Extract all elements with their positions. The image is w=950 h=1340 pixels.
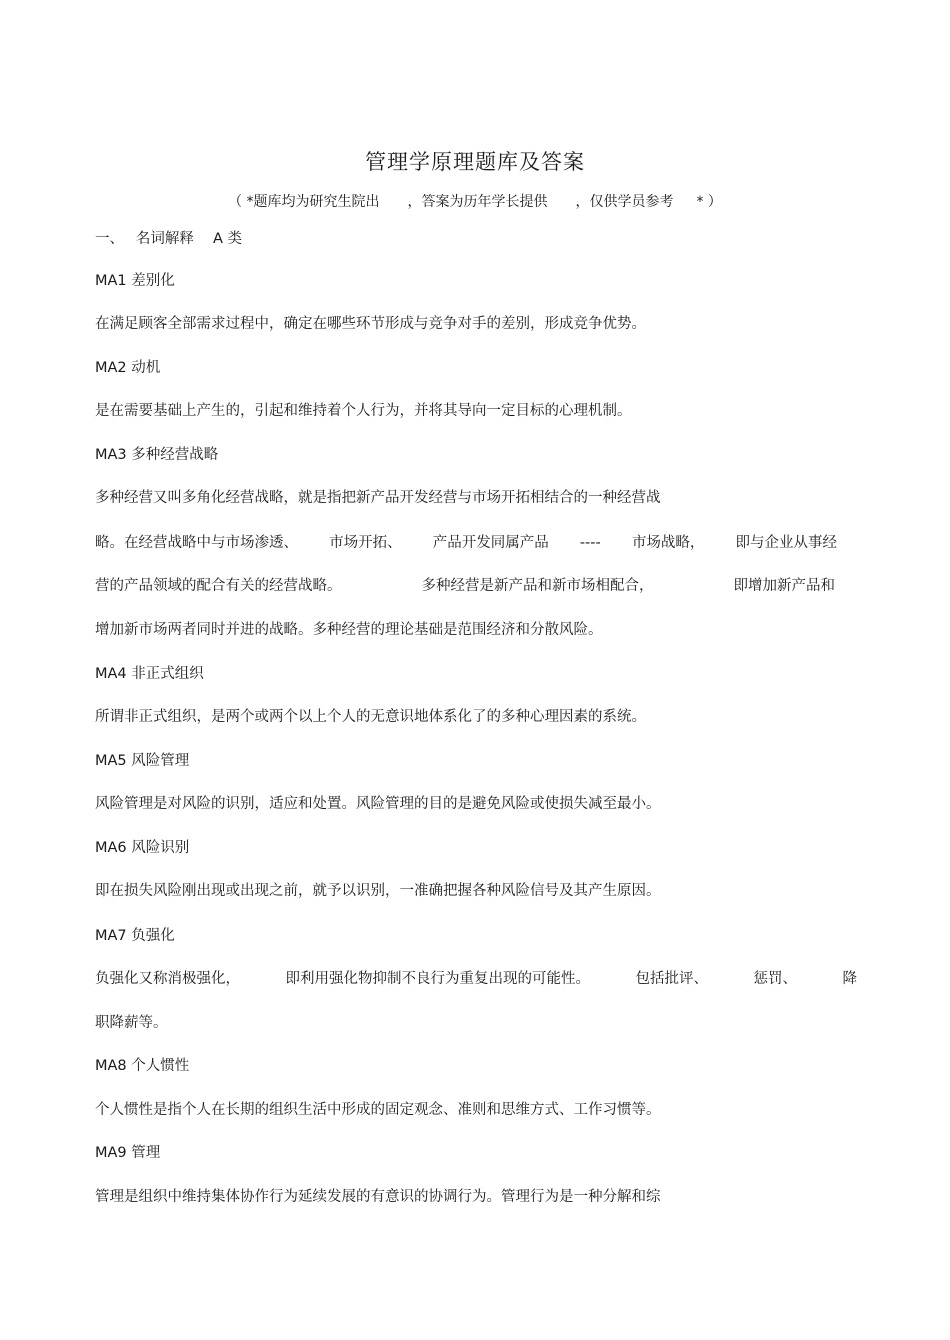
entry-term: MA6 风险识别 xyxy=(95,840,190,856)
entry-text-line: 多种经营又叫多角化经营战略，就是指把新产品开发经营与市场开拓相结合的一种经营战 xyxy=(95,490,661,506)
entry-text-line xyxy=(95,533,837,553)
section-heading: 一、 名词解释 A 类 xyxy=(95,231,242,247)
text-segment: 略。在经营战略中与市场渗透、 xyxy=(95,535,298,551)
entry-text-line: 风险管理是对风险的识别，适应和处置。风险管理的目的是避免风险或使损失减至最小。 xyxy=(95,796,661,812)
text-segment: ---- xyxy=(579,535,601,551)
text-segment: 即增加新产品和 xyxy=(733,578,835,594)
entry-term: MA8 个人惯性 xyxy=(95,1058,190,1074)
entry-text-line: 职降薪等。 xyxy=(95,1015,168,1031)
document-subtitle: （ *题库均为研究生院出 ，答案为历年学长提供 ，仅供学员参考 * ） xyxy=(228,194,722,210)
text-segment: 即与企业从事经 xyxy=(735,535,837,551)
entry-text-line: 个人惯性是指个人在长期的组织生活中形成的固定观念、准则和思维方式、工作习惯等。 xyxy=(95,1102,661,1118)
text-segment: 即利用强化物抑制不良行为重复出现的可能性。 xyxy=(285,971,590,987)
entry-text-line: 是在需要基础上产生的，引起和维持着个人行为，并将其导向一定目标的心理机制。 xyxy=(95,403,632,419)
text-segment: 多种经营是新产品和新市场相配合， xyxy=(421,578,654,594)
entry-term: MA9 管理 xyxy=(95,1145,161,1161)
text-segment: 负强化又称消极强化， xyxy=(95,971,240,987)
text-segment: 降 xyxy=(842,971,857,987)
entry-text-line: 管理是组织中维持集体协作行为延续发展的有意识的协调行为。管理行为是一种分解和综 xyxy=(95,1189,661,1205)
entry-term: MA4 非正式组织 xyxy=(95,666,204,682)
entry-term: MA5 风险管理 xyxy=(95,753,190,769)
entry-text-line xyxy=(95,969,857,989)
entry-term: MA1 差别化 xyxy=(95,273,175,289)
text-segment: 营的产品领域的配合有关的经营战略。 xyxy=(95,578,342,594)
text-segment: 惩罚、 xyxy=(753,971,797,987)
entry-text-line: 所谓非正式组织，是两个或两个以上个人的无意识地体系化了的多种心理因素的系统。 xyxy=(95,709,646,725)
entry-term: MA3 多种经营战略 xyxy=(95,447,219,463)
entry-term: MA2 动机 xyxy=(95,360,161,376)
text-segment: 市场战略， xyxy=(631,535,705,551)
entry-text-line xyxy=(95,576,835,596)
entry-text-line: 即在损失风险刚出现或出现之前，就予以识别，一准确把握各种风险信号及其产生原因。 xyxy=(95,883,661,899)
text-segment: 市场开拓、 xyxy=(329,535,402,551)
text-segment: 包括批评、 xyxy=(635,971,708,987)
entry-text-line: 在满足顾客全部需求过程中，确定在哪些环节形成与竞争对手的差别，形成竞争优势。 xyxy=(95,316,646,332)
entry-text-line: 增加新市场两者同时并进的战略。多种经营的理论基础是范围经济和分散风险。 xyxy=(95,622,603,638)
document-title: 管理学原理题库及答案 xyxy=(365,150,585,174)
entry-term: MA7 负强化 xyxy=(95,928,175,944)
text-segment: 产品开发同属产品 xyxy=(432,535,549,551)
